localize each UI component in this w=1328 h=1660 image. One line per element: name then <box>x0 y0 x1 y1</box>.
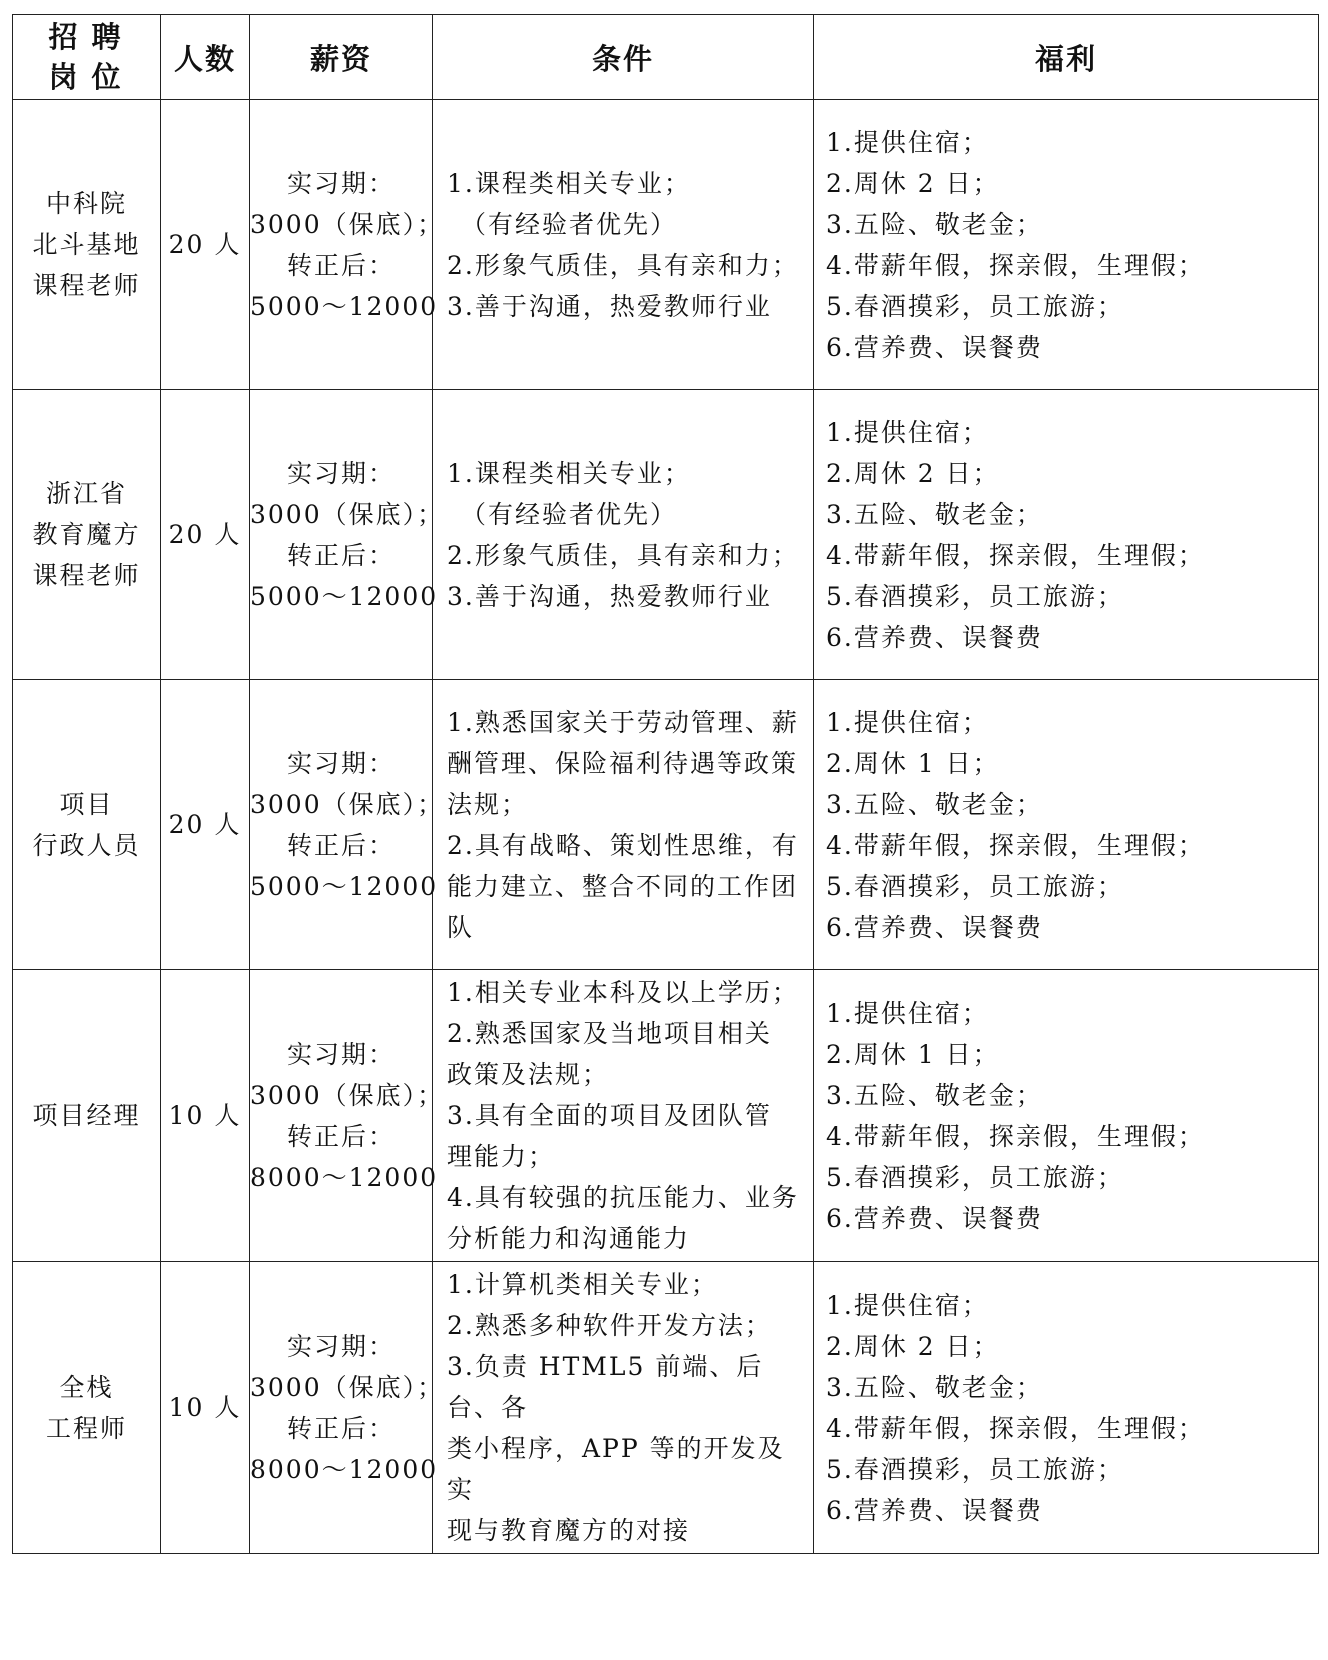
conditions-cell <box>433 100 814 390</box>
salary-cell-line: 3000（保底）； <box>250 1080 445 1110</box>
position-cell-line: 全栈 <box>59 1372 114 1402</box>
salary-cell-line: 实习期： <box>286 1331 395 1361</box>
salary-cell-line: 5000～12000 <box>250 291 439 321</box>
salary-cell-line: 5000～12000 <box>250 871 439 901</box>
salary-cell-line: 3000（保底）； <box>250 209 445 239</box>
conditions-cell-line: 分析能力和沟通能力 <box>447 1224 691 1253</box>
header-benefits: 福利 <box>814 15 1319 100</box>
salary-cell <box>250 970 445 1262</box>
position-cell-line: 课程老师 <box>32 271 141 300</box>
table-row <box>13 390 1319 680</box>
benefits-cell <box>814 1262 1319 1554</box>
position-cell-line: 教育魔方 <box>32 520 141 549</box>
position-cell <box>13 100 161 390</box>
salary-cell-line: 实习期： <box>286 168 395 198</box>
benefits-cell-line: 6.营养费、误餐费 <box>826 1203 1043 1233</box>
table-row <box>13 970 1319 1262</box>
salary-cell-line: 实习期： <box>286 1039 395 1069</box>
salary-cell-line: 转正后： <box>286 250 395 280</box>
position-cell-line: 浙江省 <box>45 479 127 508</box>
salary-cell-line: 实习期： <box>286 748 395 778</box>
count-cell: 20 人 <box>161 390 250 680</box>
conditions-cell-line: 1.熟悉国家关于劳动管理、薪 <box>447 707 799 737</box>
conditions-cell-line: （有经验者优先） <box>461 499 678 529</box>
benefits-cell-line: 2.周休 1 日； <box>826 748 1000 778</box>
conditions-cell <box>433 390 814 680</box>
salary-cell-line: 8000～12000 <box>250 1454 439 1484</box>
conditions-cell-line: 2.形象气质佳，具有亲和力； <box>447 540 799 570</box>
position-cell-line: 北斗基地 <box>32 230 141 259</box>
position-cell-line: 中科院 <box>45 189 127 218</box>
conditions-cell-line: 类小程序，APP 等的开发及实 <box>447 1434 785 1504</box>
benefits-cell-line: 2.周休 2 日； <box>826 458 1000 488</box>
benefits-cell-line: 2.周休 1 日； <box>826 1039 1000 1069</box>
conditions-cell-line: 现与教育魔方的对接 <box>447 1516 691 1545</box>
table-row <box>13 680 1319 970</box>
table-row <box>13 100 1319 390</box>
salary-cell-line: 3000（保底）； <box>250 1372 445 1402</box>
salary-cell-line: 8000～12000 <box>250 1162 439 1192</box>
benefits-cell-line: 3.五险、敬老金； <box>826 1080 1043 1110</box>
header-position-line1: 招聘 <box>48 20 135 54</box>
benefits-cell-line: 5.春酒摸彩，员工旅游； <box>826 581 1124 611</box>
header-position-line2: 岗位 <box>48 60 135 94</box>
conditions-cell-line: 队 <box>447 912 475 942</box>
conditions-cell-line: 1.计算机类相关专业； <box>447 1270 718 1299</box>
salary-cell-line: 转正后： <box>286 1121 395 1151</box>
header-position <box>13 15 161 100</box>
benefits-cell-line: 3.五险、敬老金； <box>826 209 1043 239</box>
conditions-cell-line: 理能力； <box>447 1142 556 1171</box>
salary-cell <box>250 390 445 680</box>
salary-cell-line: 转正后： <box>286 830 395 860</box>
position-cell <box>13 680 161 970</box>
benefits-cell-line: 5.春酒摸彩，员工旅游； <box>826 1454 1124 1484</box>
conditions-cell-line: 2.熟悉国家及当地项目相关 <box>447 1019 772 1048</box>
benefits-cell-line: 6.营养费、误餐费 <box>826 912 1043 942</box>
benefits-cell-line: 1.提供住宿； <box>826 127 989 157</box>
salary-cell-line: 转正后： <box>286 540 395 570</box>
count-cell: 20 人 <box>161 100 250 390</box>
position-cell-line: 行政人员 <box>32 830 141 860</box>
benefits-cell-line: 5.春酒摸彩，员工旅游； <box>826 291 1124 321</box>
benefits-cell-line: 2.周休 2 日； <box>826 1331 1000 1361</box>
conditions-cell-line: 4.具有较强的抗压能力、业务 <box>447 1183 799 1212</box>
benefits-cell-line: 3.五险、敬老金； <box>826 789 1043 819</box>
benefits-cell-line: 6.营养费、误餐费 <box>826 622 1043 652</box>
benefits-cell-line: 4.带薪年假，探亲假，生理假； <box>826 250 1205 280</box>
benefits-cell-line: 3.五险、敬老金； <box>826 499 1043 529</box>
benefits-cell <box>814 100 1319 390</box>
salary-cell <box>250 1262 445 1554</box>
count-cell: 10 人 <box>161 970 250 1262</box>
position-cell <box>13 390 161 680</box>
salary-cell <box>250 100 445 390</box>
benefits-cell-line: 2.周休 2 日； <box>826 168 1000 198</box>
benefits-cell-line: 5.春酒摸彩，员工旅游； <box>826 871 1124 901</box>
recruitment-table <box>12 14 1319 1554</box>
conditions-cell-line: 2.形象气质佳，具有亲和力； <box>447 250 799 280</box>
conditions-cell-line: 3.善于沟通，热爱教师行业 <box>447 291 772 321</box>
benefits-cell-line: 1.提供住宿； <box>826 1290 989 1320</box>
conditions-cell-line: 3.善于沟通，热爱教师行业 <box>447 581 772 611</box>
conditions-cell-line: 3.负责 HTML5 前端、后台、各 <box>447 1352 764 1422</box>
benefits-cell-line: 1.提供住宿； <box>826 417 989 447</box>
benefits-cell <box>814 970 1319 1262</box>
conditions-cell-line: 2.具有战略、策划性思维，有 <box>447 830 799 860</box>
position-cell-line: 项目 <box>59 789 114 819</box>
conditions-cell-line: 能力建立、整合不同的工作团 <box>447 871 799 901</box>
table-body <box>13 100 1319 1554</box>
conditions-cell-line: （有经验者优先） <box>461 209 678 239</box>
salary-cell-line: 转正后： <box>286 1413 395 1443</box>
benefits-cell <box>814 390 1319 680</box>
position-cell-line: 项目经理 <box>32 1101 141 1130</box>
conditions-cell-line: 1.课程类相关专业； <box>447 458 691 488</box>
conditions-cell-line: 政策及法规； <box>447 1060 610 1089</box>
conditions-cell-line: 法规； <box>447 789 529 819</box>
conditions-cell-line: 2.熟悉多种软件开发方法； <box>447 1311 772 1340</box>
benefits-cell-line: 1.提供住宿； <box>826 707 989 737</box>
benefits-cell-line: 4.带薪年假，探亲假，生理假； <box>826 830 1205 860</box>
table-row <box>13 1262 1319 1554</box>
conditions-cell-line: 1.课程类相关专业； <box>447 168 691 198</box>
header-count: 人数 <box>161 15 250 100</box>
position-cell-line: 课程老师 <box>32 561 141 590</box>
benefits-cell-line: 4.带薪年假，探亲假，生理假； <box>826 1413 1205 1443</box>
position-cell <box>13 1262 161 1554</box>
conditions-cell-line: 3.具有全面的项目及团队管 <box>447 1101 772 1130</box>
salary-cell-line: 3000（保底）； <box>250 789 445 819</box>
benefits-cell-line: 6.营养费、误餐费 <box>826 1495 1043 1525</box>
salary-cell-line: 实习期： <box>286 458 395 488</box>
conditions-cell <box>433 680 814 970</box>
salary-cell <box>250 680 445 970</box>
conditions-cell-line: 酬管理、保险福利待遇等政策 <box>447 748 799 778</box>
benefits-cell <box>814 680 1319 970</box>
conditions-cell <box>433 970 814 1262</box>
count-cell: 10 人 <box>161 1262 250 1554</box>
table-header-row <box>13 15 1319 100</box>
conditions-cell-line: 1.相关专业本科及以上学历； <box>447 978 799 1007</box>
benefits-cell-line: 6.营养费、误餐费 <box>826 332 1043 362</box>
salary-cell-line: 3000（保底）； <box>250 499 445 529</box>
position-cell <box>13 970 161 1262</box>
benefits-cell-line: 4.带薪年假，探亲假，生理假； <box>826 540 1205 570</box>
count-cell: 20 人 <box>161 680 250 970</box>
conditions-cell <box>433 1262 814 1554</box>
benefits-cell-line: 4.带薪年假，探亲假，生理假； <box>826 1121 1205 1151</box>
benefits-cell-line: 5.春酒摸彩，员工旅游； <box>826 1162 1124 1192</box>
benefits-cell-line: 1.提供住宿； <box>826 998 989 1028</box>
salary-cell-line: 5000～12000 <box>250 581 439 611</box>
position-cell-line: 工程师 <box>45 1413 127 1443</box>
header-salary: 薪资 <box>250 15 433 100</box>
benefits-cell-line: 3.五险、敬老金； <box>826 1372 1043 1402</box>
header-conditions: 条件 <box>433 15 814 100</box>
